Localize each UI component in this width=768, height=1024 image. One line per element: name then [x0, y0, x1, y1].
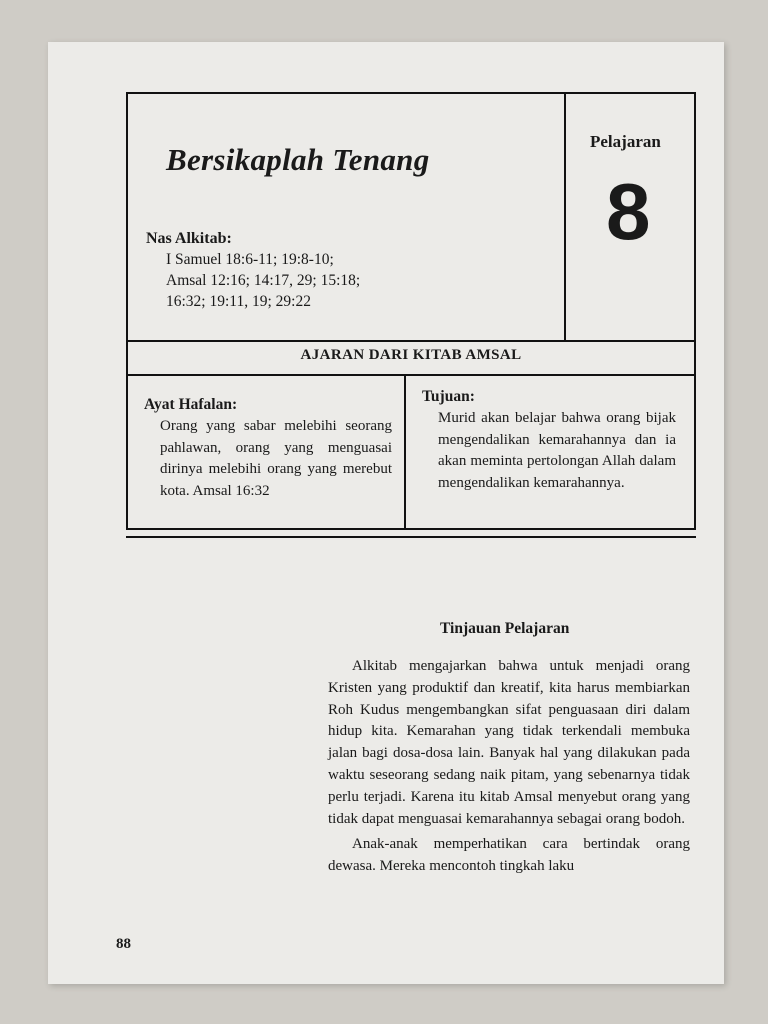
nas-alkitab-references [166, 249, 416, 312]
tinjauan-heading: Tinjauan Pelajaran [440, 620, 570, 637]
header-vertical-divider [564, 94, 566, 340]
header-divider-bottom [128, 374, 694, 376]
page-number: 88 [116, 936, 131, 952]
book-page [48, 42, 724, 984]
body-paragraph: Alkitab mengajarkan bahwa untuk menjadi orang Kristen yang produktif dan kreatif, kita harus membiarkan Roh Kudus mengembangkan sifat penguasaan diri dalam hidup kita. Kemarahan yang tidak terkendali membuka jalan bagi dosa-dosa lain. Banyak hal yang dilakukan pada waktu seseorang sedang naik pitam, yang sebenarnya tidak perlu terjadi. Karena itu kitab Amsal menyebut orang yang tidak dapat menguasai kemarahannya sebagai orang bodoh. [328, 658, 690, 827]
ayat-hafalan-text: Orang yang sabar melebihi seorang pahlawan, orang yang menguasai dirinya melebihi orang yang merebut kota. Amsal 16:32 [160, 418, 392, 499]
nas-ref-line: I Samuel 18:6-11; 19:8-10; [166, 251, 334, 268]
pelajaran-label: Pelajaran [590, 132, 661, 151]
nas-ref-line: Amsal 12:16; 14:17, 29; 15:18; [166, 272, 361, 289]
section-banner: AJARAN DARI KITAB AMSAL [300, 347, 522, 363]
tinjauan-body [328, 656, 690, 878]
nas-ref-line: 16:32; 19:11, 19; 29:22 [166, 293, 311, 310]
lesson-number: 8 [606, 167, 651, 256]
tujuan-label: Tujuan: [422, 388, 475, 405]
lower-vertical-divider [404, 374, 406, 530]
nas-alkitab-label: Nas Alkitab: [146, 230, 232, 247]
lesson-title: Bersikaplah Tenang [166, 142, 430, 177]
ayat-hafalan-label: Ayat Hafalan: [144, 396, 238, 413]
header-divider-top [128, 340, 694, 342]
lesson-header-box [126, 92, 696, 530]
body-paragraph: Anak-anak memperhatikan cara bertindak orang dewasa. Mereka mencontoh tingkah laku [328, 836, 690, 875]
tujuan-text: Murid akan belajar bahwa orang bijak mengendalikan kemarahannya dan ia akan meminta pertolongan Allah dalam mengendalikan kemarahannya. [438, 410, 676, 491]
header-underline-rule [126, 536, 696, 538]
